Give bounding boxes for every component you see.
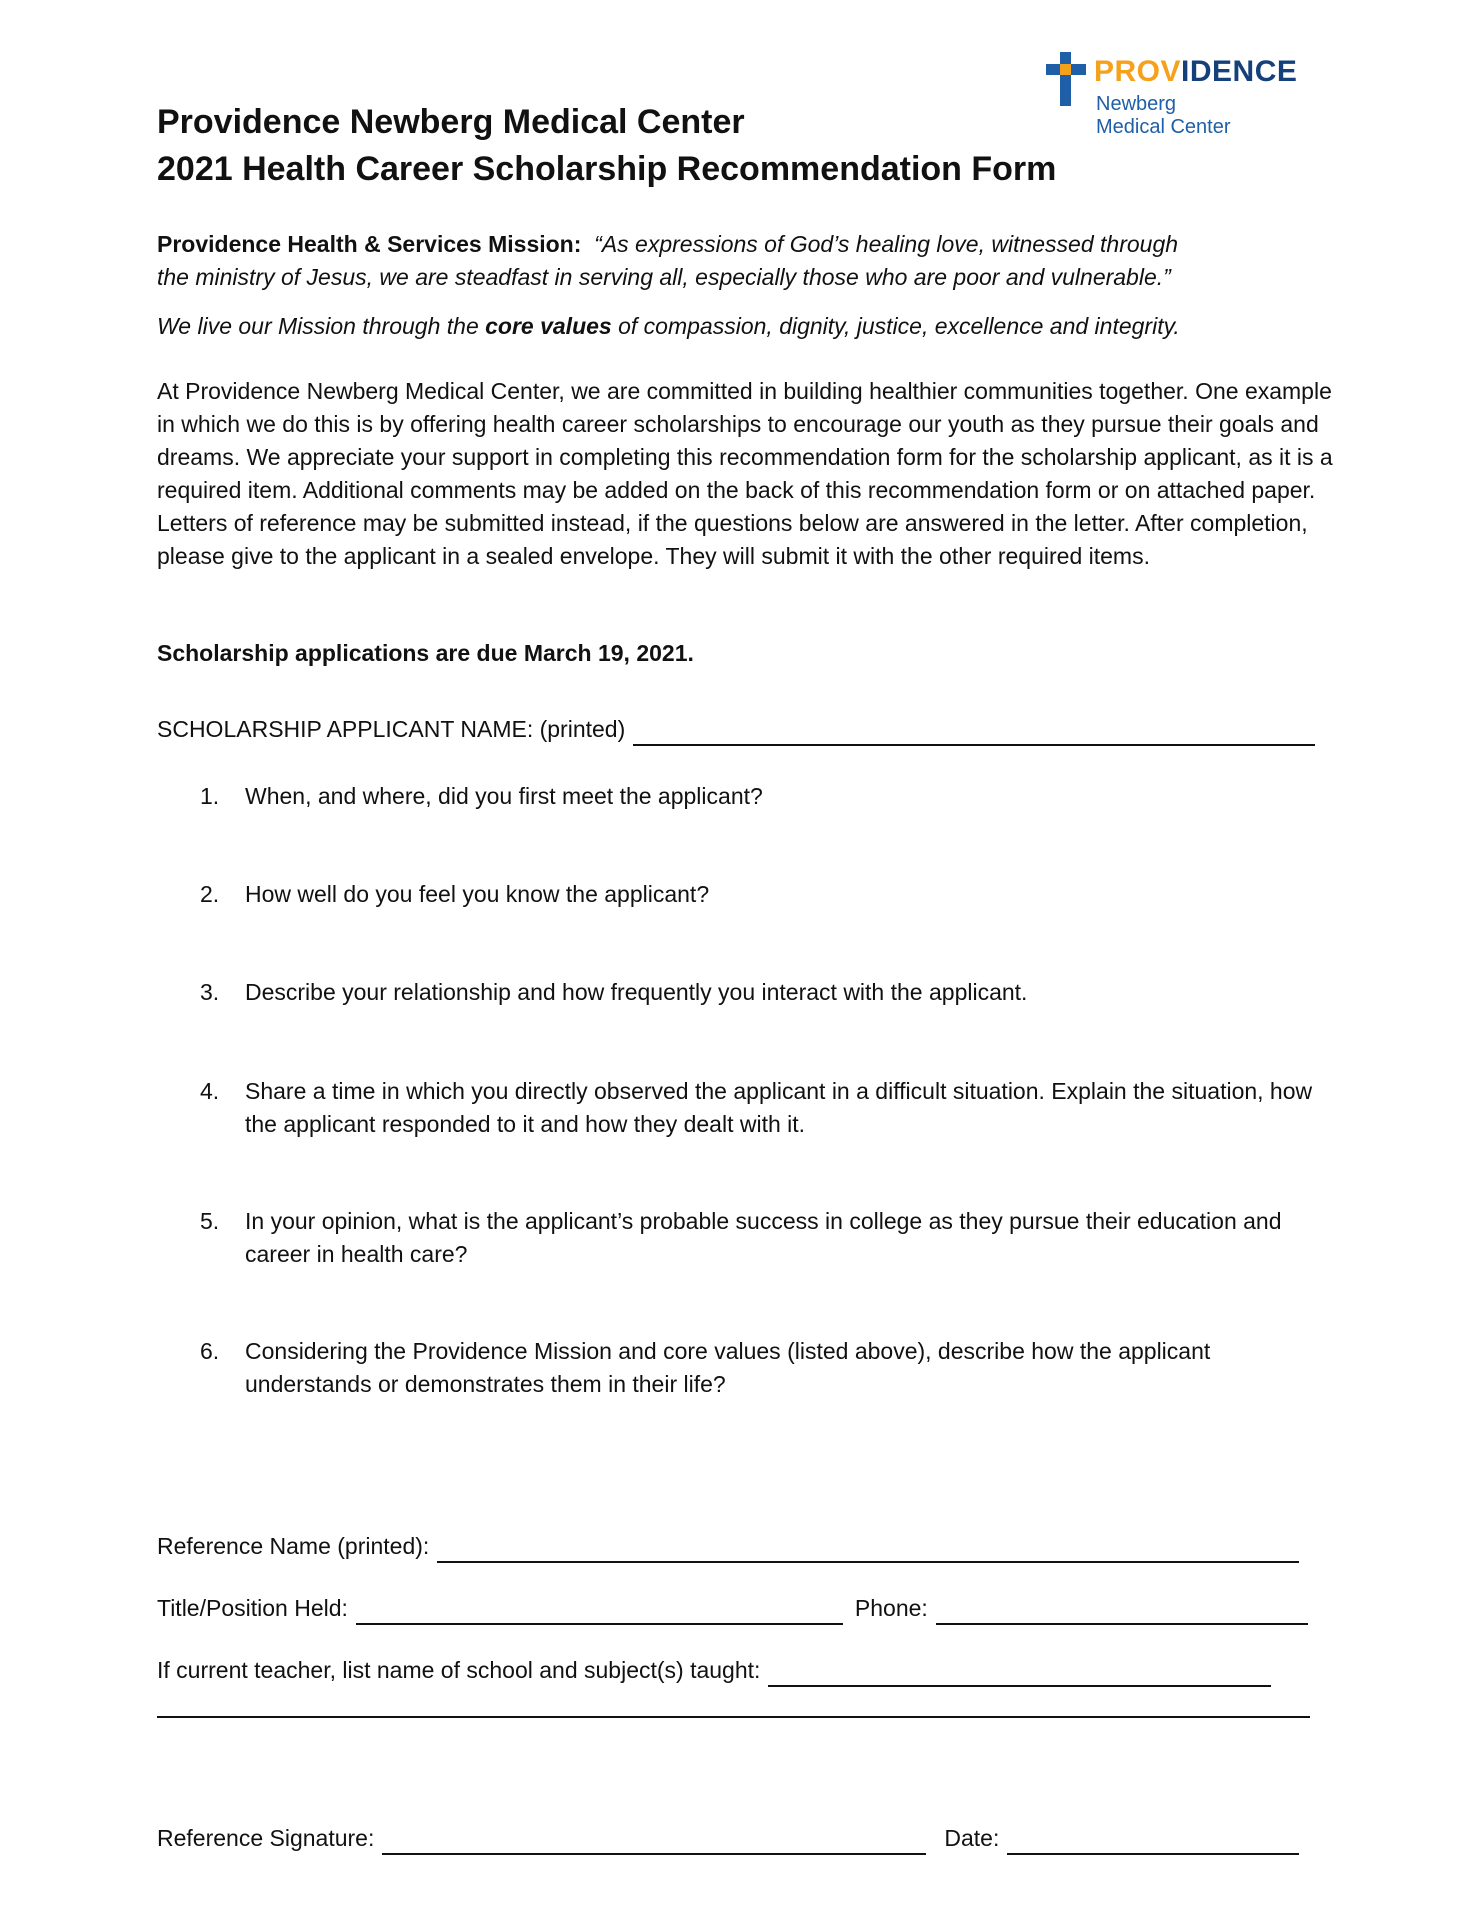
mission-quote-line1: “As expressions of God’s healing love, witnessed through — [594, 231, 1179, 257]
applicant-name-field[interactable] — [633, 718, 1315, 746]
title-position-label: Title/Position Held: — [157, 1595, 348, 1621]
page-title-line1: Providence Newberg Medical Center — [157, 103, 745, 141]
date-field[interactable] — [1007, 1827, 1299, 1855]
question-4: 4. Share a time in which you directly observed the applicant in a difficult situation. Explain the situation, how the applicant responded to it and how they dealt with it. — [200, 1078, 1313, 1137]
page-title-line2: 2021 Health Career Scholarship Recommendation Form — [157, 150, 1057, 188]
core-values: We live our Mission through the core values of compassion, dignity, justice, excellence and integrity. — [157, 313, 1180, 339]
title-position-field[interactable] — [356, 1597, 843, 1625]
title-phone-row — [157, 1592, 1308, 1625]
intro-paragraph: At Providence Newberg Medical Center, we are committed in building healthier communities together. One example in which we do this is by offering health career scholarships to encourage our youth as they pursue their goals and dreams. We appreciate your support in completing this recommendation form for the scholarship applicant, as it is a required item. Additional comments may be added on the back of this recommendation form or on attached paper. Letters of reference may be submitted instead, if the questions below are answered in the letter. After completion, please give to the applicant in a sealed envelope. They will submit it with the other required items. — [157, 378, 1333, 569]
mission-statement — [157, 228, 1337, 294]
mission-label: Providence Health & Services Mission: — [157, 231, 582, 257]
phone-field[interactable] — [936, 1597, 1308, 1625]
mission-quote-line2: the ministry of Jesus, we are steadfast in serving all, especially those who are poor and vulnerable.” — [157, 264, 1171, 290]
reference-name-field[interactable] — [437, 1535, 1299, 1563]
question-5: 5. In your opinion, what is the applicant’s probable success in college as they pursue their education and career in health care? — [200, 1208, 1282, 1267]
logo-subtitle-medical-center: Medical Center — [1096, 116, 1231, 138]
question-3: 3. Describe your relationship and how frequently you interact with the applicant. — [200, 979, 1028, 1005]
question-6: 6. Considering the Providence Mission and core values (listed above), describe how the applicant understands or demonstrates them in their life? — [200, 1338, 1211, 1397]
teacher-row — [157, 1654, 1271, 1687]
question-2: 2. How well do you feel you know the applicant? — [200, 881, 710, 907]
phone-label: Phone: — [854, 1595, 928, 1621]
logo-subtitle-newberg: Newberg — [1096, 93, 1177, 115]
reference-name-label: Reference Name (printed): — [157, 1533, 430, 1559]
logo-wordmark: PROVIDENCE — [1094, 55, 1298, 88]
reference-signature-label: Reference Signature: — [157, 1825, 375, 1851]
applicant-name-label: SCHOLARSHIP APPLICANT NAME: (printed) — [157, 716, 626, 742]
due-date-notice: Scholarship applications are due March 19, 2021. — [157, 640, 694, 666]
reference-signature-field[interactable] — [382, 1827, 926, 1855]
teacher-school-label: If current teacher, list name of school and subject(s) taught: — [157, 1657, 761, 1683]
date-label: Date: — [944, 1825, 1000, 1851]
teacher-school-field[interactable] — [768, 1659, 1271, 1687]
teacher-school-field-line2[interactable] — [157, 1716, 1310, 1718]
question-1: 1. When, and where, did you first meet the applicant? — [200, 783, 763, 809]
cross-icon — [1046, 52, 1086, 106]
providence-logo — [1046, 52, 1306, 142]
applicant-name-row — [157, 713, 1315, 746]
signature-row — [157, 1822, 1299, 1855]
reference-name-row — [157, 1530, 1299, 1563]
